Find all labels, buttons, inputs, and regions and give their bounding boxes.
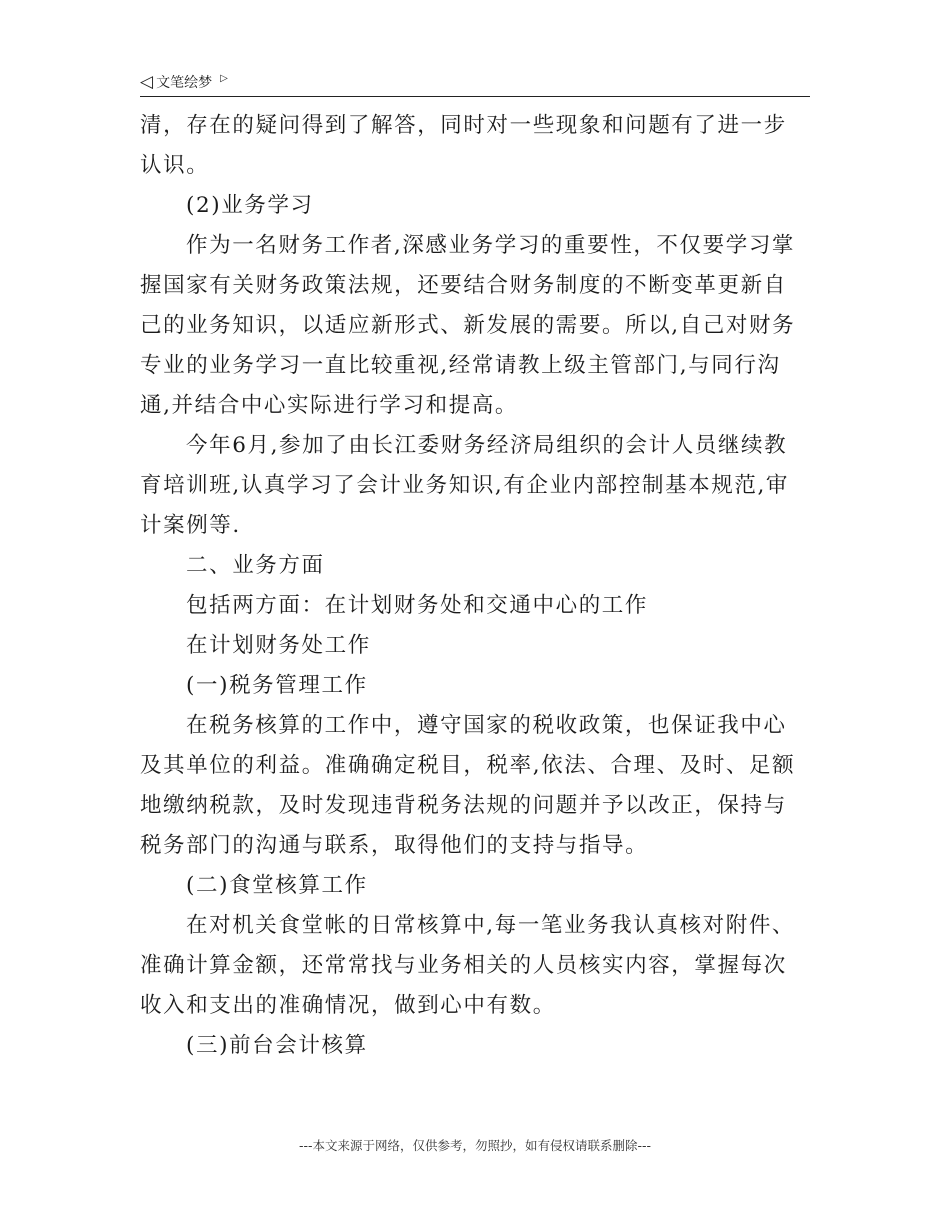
text-line: 认识。 bbox=[140, 153, 210, 178]
section-heading: (二)食堂核算工作 bbox=[186, 873, 368, 898]
text-line: 今年6月,参加了由长江委财务经济局组织的会计人员继续教 bbox=[186, 433, 788, 458]
section-heading: 在计划财务处工作 bbox=[186, 633, 371, 658]
document-body bbox=[140, 106, 810, 1066]
text-line: 收入和支出的准确情况，做到心中有数。 bbox=[140, 993, 556, 1018]
text-line: 通,并结合中心实际进行学习和提高。 bbox=[140, 393, 519, 418]
text-line: 在对机关食堂帐的日常核算中,每一笔业务我认真核对附件、 bbox=[186, 913, 796, 938]
text-line: 握国家有关财务政策法规，还要结合财务制度的不断变革更新自 bbox=[140, 273, 787, 298]
page-header bbox=[140, 70, 810, 97]
triangle-left-icon: ◁ bbox=[140, 71, 154, 92]
brand-name: 文笔绘梦 bbox=[156, 75, 213, 91]
section-heading: (一)税务管理工作 bbox=[186, 673, 368, 698]
section-heading: (2)业务学习 bbox=[186, 193, 314, 218]
text-line: 作为一名财务工作者,深感业务学习的重要性，不仅要学习掌 bbox=[186, 233, 796, 258]
text-line: 育培训班,认真学习了会计业务知识,有企业内部控制基本规范,审 bbox=[140, 473, 790, 498]
text-line: 专业的业务学习一直比较重视,经常请教上级主管部门,与同行沟 bbox=[140, 353, 781, 378]
text-line: 己的业务知识，以适应新形式、新发展的需要。所以,自己对财务 bbox=[140, 313, 796, 338]
text-line: 税务部门的沟通与联系，取得他们的支持与指导。 bbox=[140, 833, 649, 858]
text-line: 清，存在的疑问得到了解答，同时对一些现象和问题有了进一步 bbox=[140, 113, 787, 138]
triangle-right-icon: ▷ bbox=[220, 72, 228, 84]
section-heading: 二、业务方面 bbox=[186, 553, 325, 578]
section-heading: (三)前台会计核算 bbox=[186, 1033, 368, 1058]
text-line: 准确计算金额，还常常找与业务相关的人员核实内容，掌握每次 bbox=[140, 953, 787, 978]
text-line: 计案例等. bbox=[140, 513, 241, 538]
text-line: 及其单位的利益。准确确定税目，税率,依法、合理、及时、足额 bbox=[140, 753, 796, 778]
header-brand bbox=[140, 72, 228, 92]
text-line: 地缴纳税款，及时发现违背税务法规的问题并予以改正，保持与 bbox=[140, 793, 787, 818]
page-footer: ---本文来源于网络，仅供参考，勿照抄，如有侵权请联系删除--- bbox=[298, 1138, 652, 1153]
text-line: 包括两方面：在计划财务处和交通中心的工作 bbox=[186, 593, 649, 618]
text-line: 在税务核算的工作中，遵守国家的税收政策，也保证我中心 bbox=[186, 713, 787, 738]
